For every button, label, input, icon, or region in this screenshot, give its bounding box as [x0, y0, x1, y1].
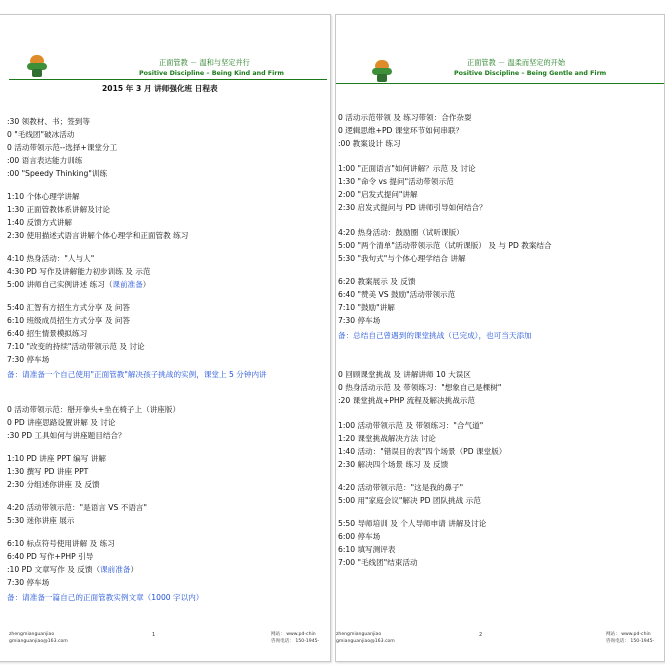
schedule-line-text: 4:20 热身活动：鼓励圈（试听课版） — [338, 228, 464, 237]
schedule-line-text: 0 活动带领示范：掰开拳头+坐在椅子上（讲座版） — [7, 405, 181, 414]
schedule-line-text: 1:10 PD 讲座 PPT 编写 讲解 — [7, 454, 106, 463]
schedule-line-text: :00 语言表达能力训练 — [7, 156, 83, 165]
schedule-line-text: 1:40 活动："错误目的表"四个场景（PD 课堂版） — [338, 447, 507, 456]
schedule-note — [7, 593, 203, 603]
schedule-line — [7, 117, 90, 127]
document-page-1 — [0, 14, 331, 662]
schedule-line — [338, 383, 501, 393]
schedule-line — [338, 177, 454, 187]
schedule-line — [7, 156, 82, 166]
schedule-line-text: 备：请准备一个自己使用"正面管教"解决孩子挑战的实例，课堂上 5 分钟内讲 — [7, 370, 267, 379]
schedule-line — [7, 565, 138, 575]
schedule-line — [338, 460, 448, 470]
footer-account: zhengmianguanjiao — [336, 632, 382, 637]
schedule-line-text: 5:40 汇智有方招生方式分享 及 问答 — [7, 303, 131, 312]
schedule-line-suffix: ） — [130, 565, 139, 574]
schedule-line — [338, 164, 476, 174]
schedule-line-text: 备：总结自己曾遇到的课堂挑战（已完成），也可当天添加 — [338, 331, 532, 340]
page-number: 1 — [152, 632, 156, 638]
schedule-line — [338, 434, 436, 444]
schedule-line — [7, 192, 80, 202]
schedule-line-text: 5:00 用"家庭会议"解决 PD 团队挑战 示范 — [338, 496, 481, 505]
schedule-line — [338, 316, 380, 326]
header-english-title: Positive Discipline – Being Gentle and Firm — [454, 70, 607, 77]
schedule-line-text: 6:20 教案展示 及 反馈 — [338, 277, 416, 286]
schedule-line-text: 0 PD 讲座思路设置讲解 及 讨论 — [7, 418, 116, 427]
schedule-line — [338, 290, 455, 300]
schedule-line-text: 0 活动示范带领 及 练习带领：合作杂耍 — [338, 113, 472, 122]
schedule-line-text: 4:20 活动带领示范："这是我的鼻子" — [338, 483, 464, 492]
schedule-line-text: 5:00 "两个清单"活动带领示范（试听课版） 及 与 PD 教案结合 — [338, 241, 552, 250]
footer-email: gmianguanjiao@163.com — [336, 639, 395, 644]
schedule-line-text: 备：请准备一篇自己的正面管教实例文章（1000 字以内） — [7, 593, 204, 602]
schedule-line-text: :00 教案设计 练习 — [338, 139, 401, 148]
footer-phone: 咨询电话： 150-1945- — [606, 639, 655, 644]
schedule-line — [7, 454, 106, 464]
schedule-line — [7, 218, 72, 228]
schedule-line-text: 5:30 "我句式"与个体心理学结合 讲解 — [338, 254, 466, 263]
schedule-line — [338, 447, 506, 457]
schedule-line-text: 5:50 导师培训 及 个人导师申请 讲解及讨论 — [338, 519, 487, 528]
schedule-line — [338, 519, 486, 529]
schedule-line-text: 4:30 PD 写作及讲解能力初步训练 及 示范 — [7, 267, 151, 276]
schedule-line-text: 0 活动带领示范--选择+课堂分工 — [7, 143, 118, 152]
schedule-line — [7, 418, 115, 428]
schedule-line-text: 2:30 使用描述式语言讲解个体心理学和正面管教 练习 — [7, 231, 189, 240]
schedule-line — [338, 483, 463, 493]
schedule-line — [7, 431, 126, 441]
footer-account: zhengmianguanjiao — [9, 632, 55, 637]
schedule-line-text: 7:10 "改变的持续"活动带领示范 及 讨论 — [7, 342, 145, 351]
footer-email: gmianguanjiao@163.com — [9, 639, 68, 644]
schedule-line — [7, 467, 88, 477]
schedule-line — [7, 254, 94, 264]
schedule-line-text: 2:30 分组述你讲座 及 反馈 — [7, 480, 100, 489]
header-chinese-title: 正面管教 － 温柔而坚定的开始 — [467, 58, 566, 67]
schedule-line-text: 0 逻辑思维+PD 课堂环节如何串联？ — [338, 126, 464, 135]
document-page-2 — [335, 14, 665, 662]
schedule-line-text: 1:30 "命令 vs 提问"活动带领示范 — [338, 177, 454, 186]
header-divider — [336, 83, 664, 84]
schedule-line — [338, 545, 395, 555]
schedule-line — [7, 578, 49, 588]
schedule-line-text: :00 "Speedy Thinking"训练 — [7, 169, 108, 178]
schedule-line-text: 1:30 撰写 PD 讲座 PPT — [7, 467, 89, 476]
schedule-line — [338, 558, 418, 568]
schedule-line — [7, 280, 150, 290]
schedule-line — [7, 355, 49, 365]
schedule-line-text: 6:10 标点符号使用讲解 及 练习 — [7, 539, 115, 548]
schedule-line — [338, 396, 475, 406]
schedule-line — [338, 370, 471, 380]
schedule-line — [7, 303, 130, 313]
schedule-line — [7, 405, 180, 415]
schedule-line — [338, 277, 415, 287]
positive-discipline-logo-icon — [372, 60, 392, 82]
schedule-line — [338, 532, 380, 542]
schedule-line — [7, 552, 93, 562]
schedule-line — [7, 329, 87, 339]
schedule-line-text: 1:40 反馈方式讲解 — [7, 218, 73, 227]
schedule-line-text: 1:10 个体心理学讲解 — [7, 192, 80, 201]
schedule-line-text: 7:30 停车场 — [7, 355, 50, 364]
schedule-line-text: 2:30 启发式提问与 PD 讲师引导如何结合？ — [338, 203, 487, 212]
schedule-title: 2015 年 3 月 讲师强化班 日程表 — [102, 84, 218, 93]
schedule-line — [338, 421, 483, 431]
schedule-line — [7, 267, 150, 277]
schedule-line-text: 5:00 讲师自己实例讲述 练习（ — [7, 280, 113, 289]
header-chinese-title: 正面管教 － 温和与坚定并行 — [159, 58, 250, 67]
schedule-line-text: 1:20 课堂挑战解决方法 讨论 — [338, 434, 436, 443]
footer-phone: 咨询电话： 150-1945- — [271, 639, 320, 644]
schedule-line — [7, 503, 147, 513]
schedule-line — [338, 303, 395, 313]
footer-website: 网站： www.pd-chin — [606, 632, 651, 637]
schedule-line — [338, 139, 401, 149]
schedule-line-text: 6:00 停车场 — [338, 532, 381, 541]
schedule-line — [7, 516, 74, 526]
schedule-line-text: 2:00 "启发式提问"讲解 — [338, 190, 418, 199]
schedule-line-text: 1:30 正面管教体系讲解及讨论 — [7, 205, 110, 214]
schedule-line-text: 1:00 "正面语言"如何讲解？示范 及 讨论 — [338, 164, 476, 173]
schedule-line — [7, 539, 115, 549]
schedule-line-text: 7:30 停车场 — [7, 578, 50, 587]
schedule-line-text: 6:10 班级成员招生方式分享 及 问答 — [7, 316, 131, 325]
schedule-line-text: 6:40 PD 写作+PHP 引导 — [7, 552, 94, 561]
schedule-line — [7, 342, 145, 352]
footer-website: 网站： www.pd-chin — [271, 632, 316, 637]
schedule-line-text: :10 PD 文章写作 及 反馈（ — [7, 565, 101, 574]
schedule-line — [7, 143, 117, 153]
schedule-line-suffix: ） — [142, 280, 151, 289]
schedule-line-text: :30 PD 工具如何与讲座题目结合？ — [7, 431, 126, 440]
schedule-line-text: 7:10 "鼓励"讲解 — [338, 303, 395, 312]
prep-note-highlight: 课前准备 — [100, 565, 131, 574]
header-english-title: Positive Discipline – Being Kind and Firm — [139, 70, 284, 77]
header-divider — [9, 79, 327, 80]
schedule-line — [338, 496, 481, 506]
schedule-line — [338, 241, 552, 251]
positive-discipline-logo-icon — [27, 55, 47, 77]
schedule-line-text: :30 领教材、书；签到等 — [7, 117, 90, 126]
schedule-line — [7, 130, 74, 140]
schedule-line-text: 7:30 停车场 — [338, 316, 381, 325]
schedule-line-text: 6:40 招生情景模拟练习 — [7, 329, 88, 338]
schedule-line — [7, 169, 107, 179]
schedule-line — [338, 228, 464, 238]
schedule-line — [338, 254, 466, 264]
schedule-line-text: 6:40 "赞美 VS 鼓励"活动带领示范 — [338, 290, 456, 299]
schedule-line-text: 4:10 热身活动："人与人" — [7, 254, 95, 263]
schedule-line-text: :20 课堂挑战+PHP 流程及解决挑战示范 — [338, 396, 475, 405]
schedule-line — [338, 190, 418, 200]
schedule-line-text: 5:30 迷你讲座 展示 — [7, 516, 75, 525]
schedule-line-text: 0 "毛线团"破冰活动 — [7, 130, 75, 139]
schedule-line-text: 0 热身活动示范 及 带领练习："想象自己是棵树" — [338, 383, 502, 392]
schedule-line-text: 4:20 活动带领示范："是语言 VS 不语言" — [7, 503, 148, 512]
schedule-line — [7, 205, 110, 215]
schedule-line — [7, 231, 188, 241]
schedule-note — [338, 331, 532, 341]
schedule-line — [338, 203, 487, 213]
schedule-line-text: 7:00 "毛线团"结束活动 — [338, 558, 418, 567]
schedule-line-text: 2:30 解决四个场景 练习 及 反馈 — [338, 460, 449, 469]
schedule-line-text: 1:00 活动带领示范 及 带领练习："合气道" — [338, 421, 484, 430]
schedule-line — [7, 480, 100, 490]
schedule-line — [338, 113, 472, 123]
schedule-line — [7, 316, 130, 326]
prep-note-highlight: 课前准备 — [112, 280, 143, 289]
page-number: 2 — [479, 632, 483, 638]
schedule-line — [338, 126, 463, 136]
schedule-note — [7, 370, 267, 380]
schedule-line-text: 6:10 填写测评表 — [338, 545, 396, 554]
schedule-line-text: 0 回顾课堂挑战 及 讲解讲师 10 大误区 — [338, 370, 471, 379]
